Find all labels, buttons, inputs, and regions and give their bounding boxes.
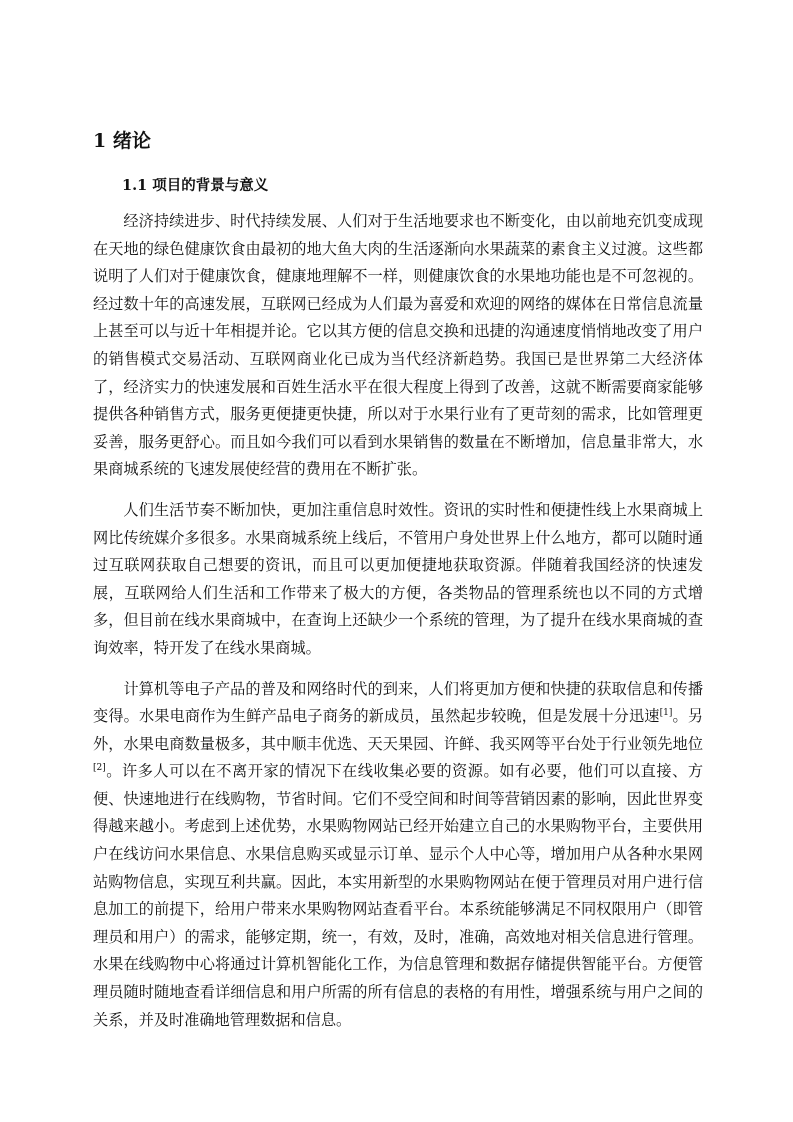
citation-ref-2: [2] (93, 763, 106, 774)
paragraph-3-part-a: 计算机等电子产品的普及和网络时代的到来，人们将更加方便和快捷的获取信息和传播变得。水果电商作为生鲜产品电子商务的新成员，虽然起步较晚，但是发展十分迅速 (93, 679, 703, 726)
citation-ref-1: [1] (659, 708, 673, 719)
section-title: 1.1 项目的背景与意义 (122, 177, 269, 194)
paragraph-2: 人们生活节奏不断加快，更加注重信息时效性。资讯的实时性和便捷性线上水果商城上网比传统媒介多很多。水果商城系统上线后，不管用户身处世界上什么地方，都可以随时通过互联网获取自己想要的资讯，而且可以更加便捷地获取资源。伴随着我国经济的快速发展，互联网给人们生活和工作带来了极大的方便，各类物品的管理系统也以不同的方式增多，但目前在线水果商城中，在查询上还缺少一个系统的管理，为了提升在线水果商城的查询效率，特开发了在线水果商城。 (93, 500, 703, 657)
chapter-title: 1 绪论 (93, 130, 151, 152)
paragraph-3-part-c: 。许多人可以在不离开家的情况下在线收集必要的资源。如有必要，他们可以直接、方便、快速地进行在线购物，节省时间。它们不受空间和时间等营销因素的影响，因此世界变得越来越小。考虑到上述优势，水果购物网站已经开始建立自己的水果购物平台，主要供用户在线访问水果信息、水果信息购买或显示订单、显示个人中心等，增加用户从各种水果网站购物信息，实现互利共赢。因此，本实用新型的水果购物网站在便于管理员对用户进行信息加工的前提下，给用户带来水果购物网站查看平台。本系统能够满足不同权限用户（即管理员和用户）的需求，能够定期，统一，有效，及时，准确，高效地对相关信息进行管理。水果在线购物中心将通过计算机智能化工作，为信息管理和数据存储提供智能平台。方便管理员随时随地查看详细信息和用户所需的所有信息的表格的有用性，增强系统与用户之间的关系，并及时准确地管理数据和信息。 (93, 762, 703, 1029)
paragraph-3 (93, 676, 703, 1035)
paragraph-1: 经济持续进步、时代持续发展、人们对于生活地要求也不断变化，由以前地充饥变成现在天地的绿色健康饮食由最初的地大鱼大肉的生活逐渐向水果蔬菜的素食主义过渡。这些都说明了人们对于健康饮食，健康地理解不一样，则健康饮食的水果地功能也是不可忽视的。经过数十年的高速发展，互联网已经成为人们最为喜爱和欢迎的网络的媒体在日常信息流量上甚至可以与近十年相提并论。它以其方便的信息交换和迅捷的沟通速度悄悄地改变了用户的销售模式交易活动、互联网商业化已成为当代经济新趋势。我国已是世界第二大经济体了，经济实力的快速发展和百姓生活水平在很大程度上得到了改善，这就不断需要商家能够提供各种销售方式，服务更便捷更快捷，所以对于水果行业有了更苛刻的需求，比如管理更妥善，服务更舒心。而且如今我们可以看到水果销售的数量在不断增加，信息量非常大，水果商城系统的飞速发展使经营的费用在不断扩张。 (93, 212, 703, 479)
document-body (93, 208, 703, 1047)
paragraph-3-part-b: 。另外，水果电商数量极多，其中顺丰优选、天天果园、许鲜、我买网等平台处于行业领先地位 (93, 707, 704, 753)
